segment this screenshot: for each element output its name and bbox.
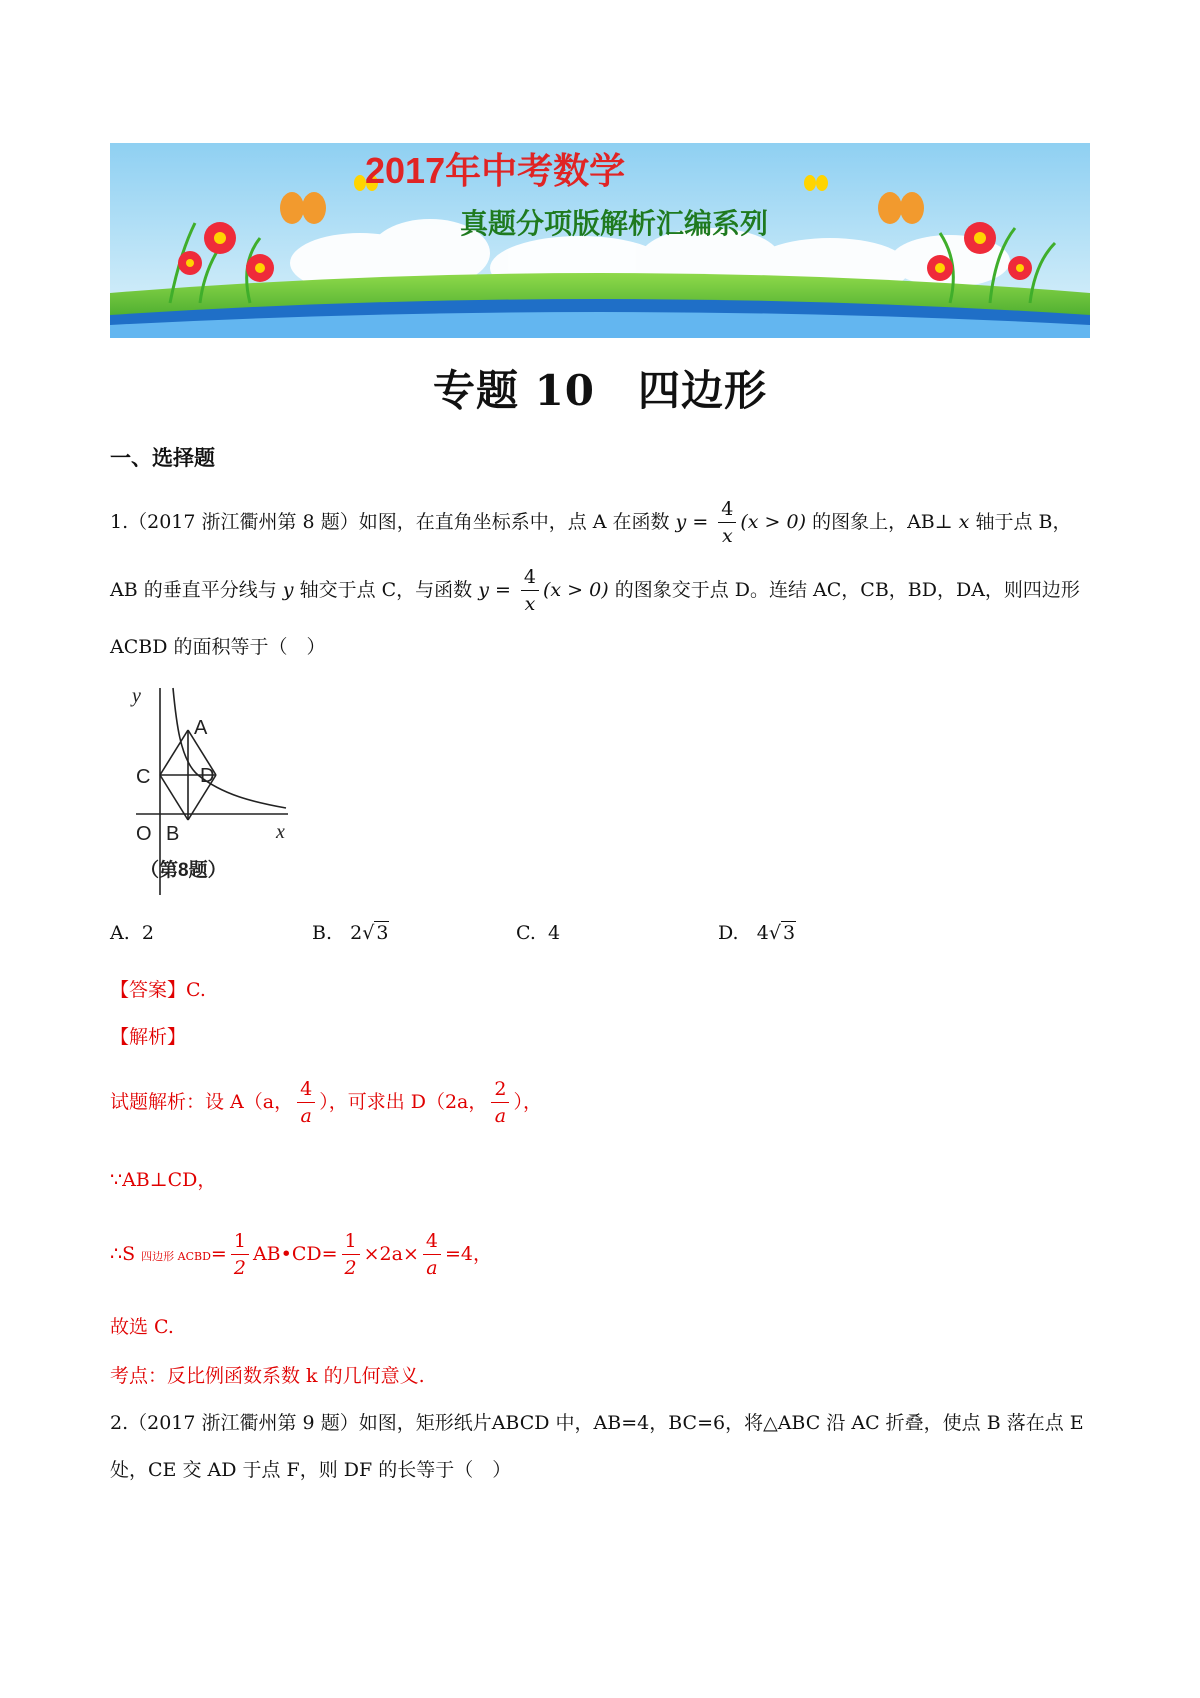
- section-heading: 一、选择题: [110, 445, 215, 470]
- sol3-mid: AB•CD=: [252, 1243, 338, 1265]
- solution-line-2: ∵AB⊥CD，: [110, 1169, 217, 1191]
- func-denominator: x: [721, 525, 733, 547]
- func-numerator: 4: [718, 500, 736, 523]
- point-A-label: A: [194, 717, 208, 739]
- q1-line1-post: 的图象上，AB⊥: [812, 511, 953, 533]
- sol3-half-1-den: 2: [233, 1257, 246, 1279]
- sol3-half-1-num: 1: [231, 1232, 249, 1255]
- sol3-end: =4，: [444, 1243, 492, 1265]
- func-condition: (x > 0): [740, 511, 807, 533]
- point-C-label: C: [136, 766, 151, 788]
- sol1-mid: ），可求出 D（2a，: [319, 1091, 488, 1113]
- option-c: [516, 922, 560, 944]
- sol1-f2-den: a: [494, 1105, 507, 1127]
- analysis-heading: 【解析】: [110, 1026, 187, 1048]
- option-b-radicand: 3: [376, 922, 389, 944]
- option-a: [110, 922, 154, 944]
- func-denominator-2: x: [524, 593, 536, 615]
- point-B-label: B: [166, 823, 180, 845]
- x-axis-label: x: [276, 821, 285, 843]
- q1-line2-post: 的图象交于点 D。连结 AC，CB，BD，DA，则四边形: [614, 579, 1080, 601]
- var-x: x: [958, 511, 970, 533]
- func-condition-2: (x > 0): [543, 579, 609, 601]
- option-d-value: 4: [756, 922, 769, 944]
- sol3-half-2-num: 1: [342, 1232, 360, 1255]
- sol3-eq: =: [210, 1243, 227, 1265]
- sol3-f-num: 4: [423, 1232, 441, 1255]
- hyperbola-curve: [173, 688, 286, 808]
- q1-line1-pre: 1.（2017 浙江衢州第 8 题）如图，在直角坐标系中，点 A 在函数: [110, 511, 670, 533]
- q1-line1-end: 轴于点 B，: [975, 511, 1072, 533]
- q2-line-2: 处，CE 交 AD 于点 F，则 DF 的长等于（ ）: [110, 1459, 512, 1481]
- q1-line2-mid: 轴交于点 C，与函数: [299, 579, 473, 601]
- option-d-label: D.: [718, 922, 739, 944]
- option-d: D. 4√ 3: [718, 922, 796, 944]
- page-title: 专题 10 四边形: [432, 366, 768, 415]
- option-b-value: 2: [350, 922, 363, 944]
- q1-figure: [128, 680, 298, 900]
- sol3-half-2-den: 2: [344, 1257, 357, 1279]
- func-fraction-2: [521, 568, 539, 614]
- kaodian-line: 考点：反比例函数系数 k 的几何意义.: [110, 1365, 425, 1387]
- sol3-half-2: [342, 1232, 360, 1278]
- func-fraction: [718, 500, 736, 546]
- option-b-label: B.: [312, 922, 333, 944]
- q2-line-1: 2.（2017 浙江衢州第 9 题）如图，矩形纸片ABCD 中，AB=4，BC=6，将△ABC 沿 AC 折叠，使点 B 落在点 E: [110, 1412, 1084, 1434]
- option-c-value: 4: [548, 922, 561, 944]
- option-d-radicand: 3: [782, 922, 796, 944]
- banner-subtitle: 真题分项版解析汇编系列: [460, 207, 769, 240]
- option-a-label: A.: [110, 922, 130, 944]
- option-b: B. 2√ 3: [312, 922, 389, 944]
- option-c-label: C.: [516, 922, 536, 944]
- sol3-mid2: ×2a×: [363, 1243, 419, 1265]
- sol1-fraction-1: [297, 1080, 315, 1126]
- func-y-2: y: [478, 579, 489, 601]
- func-numerator-2: 4: [521, 568, 539, 591]
- sol3-f-den: a: [426, 1257, 438, 1279]
- var-y: y: [282, 579, 294, 601]
- q1-line-3: ACBD 的面积等于（ ）: [110, 636, 326, 658]
- sol1-pre: 试题解析：设 A（a，: [110, 1091, 294, 1113]
- y-axis-label: y: [132, 685, 141, 707]
- figure-caption: （第8题）: [140, 860, 227, 881]
- coordinate-figure: [128, 680, 298, 900]
- point-D-label: D: [200, 765, 215, 787]
- q1-line-2: AB 的垂直平分线与 y 轴交于点 C，与函数 y = $\frac{4}{x}$ (x > 0) 的图象交于点 D。连结 AC，CB，BD，DA，则四边形: [110, 566, 1080, 615]
- sol3-fraction: [423, 1232, 441, 1278]
- sol1-f2-num: 2: [491, 1080, 509, 1103]
- point-O-label: O: [136, 823, 152, 845]
- q1-line2-pre: AB 的垂直平分线与: [110, 579, 277, 601]
- solution-line-4: 故选 C.: [110, 1316, 174, 1338]
- sol3-half-1: [231, 1232, 249, 1278]
- sol3-pre: ∴S: [110, 1243, 136, 1265]
- header-banner: [110, 143, 1090, 338]
- q1-line-1: 1.（2017 浙江衢州第 8 题）如图，在直角坐标系中，点 A 在函数 y = $\frac{4}{x}$ (x > 0) 的图象上，AB⊥ x 轴于点 B，: [110, 498, 1072, 547]
- answer-line: 【答案】C.: [110, 979, 206, 1001]
- solution-line-3: [110, 1232, 492, 1278]
- banner-illustration: [110, 143, 1090, 338]
- solution-line-1: [110, 1080, 542, 1126]
- sol1-f1-num: 4: [297, 1080, 315, 1103]
- option-a-value: 2: [141, 922, 154, 944]
- banner-year-title: 2017年中考数学: [365, 150, 626, 191]
- sol3-subscript: 四边形 ACBD: [141, 1250, 211, 1263]
- func-y: y: [675, 511, 687, 533]
- sol1-f1-den: a: [300, 1105, 312, 1127]
- sol1-end: ），: [513, 1091, 542, 1113]
- sol1-fraction-2: [491, 1080, 509, 1126]
